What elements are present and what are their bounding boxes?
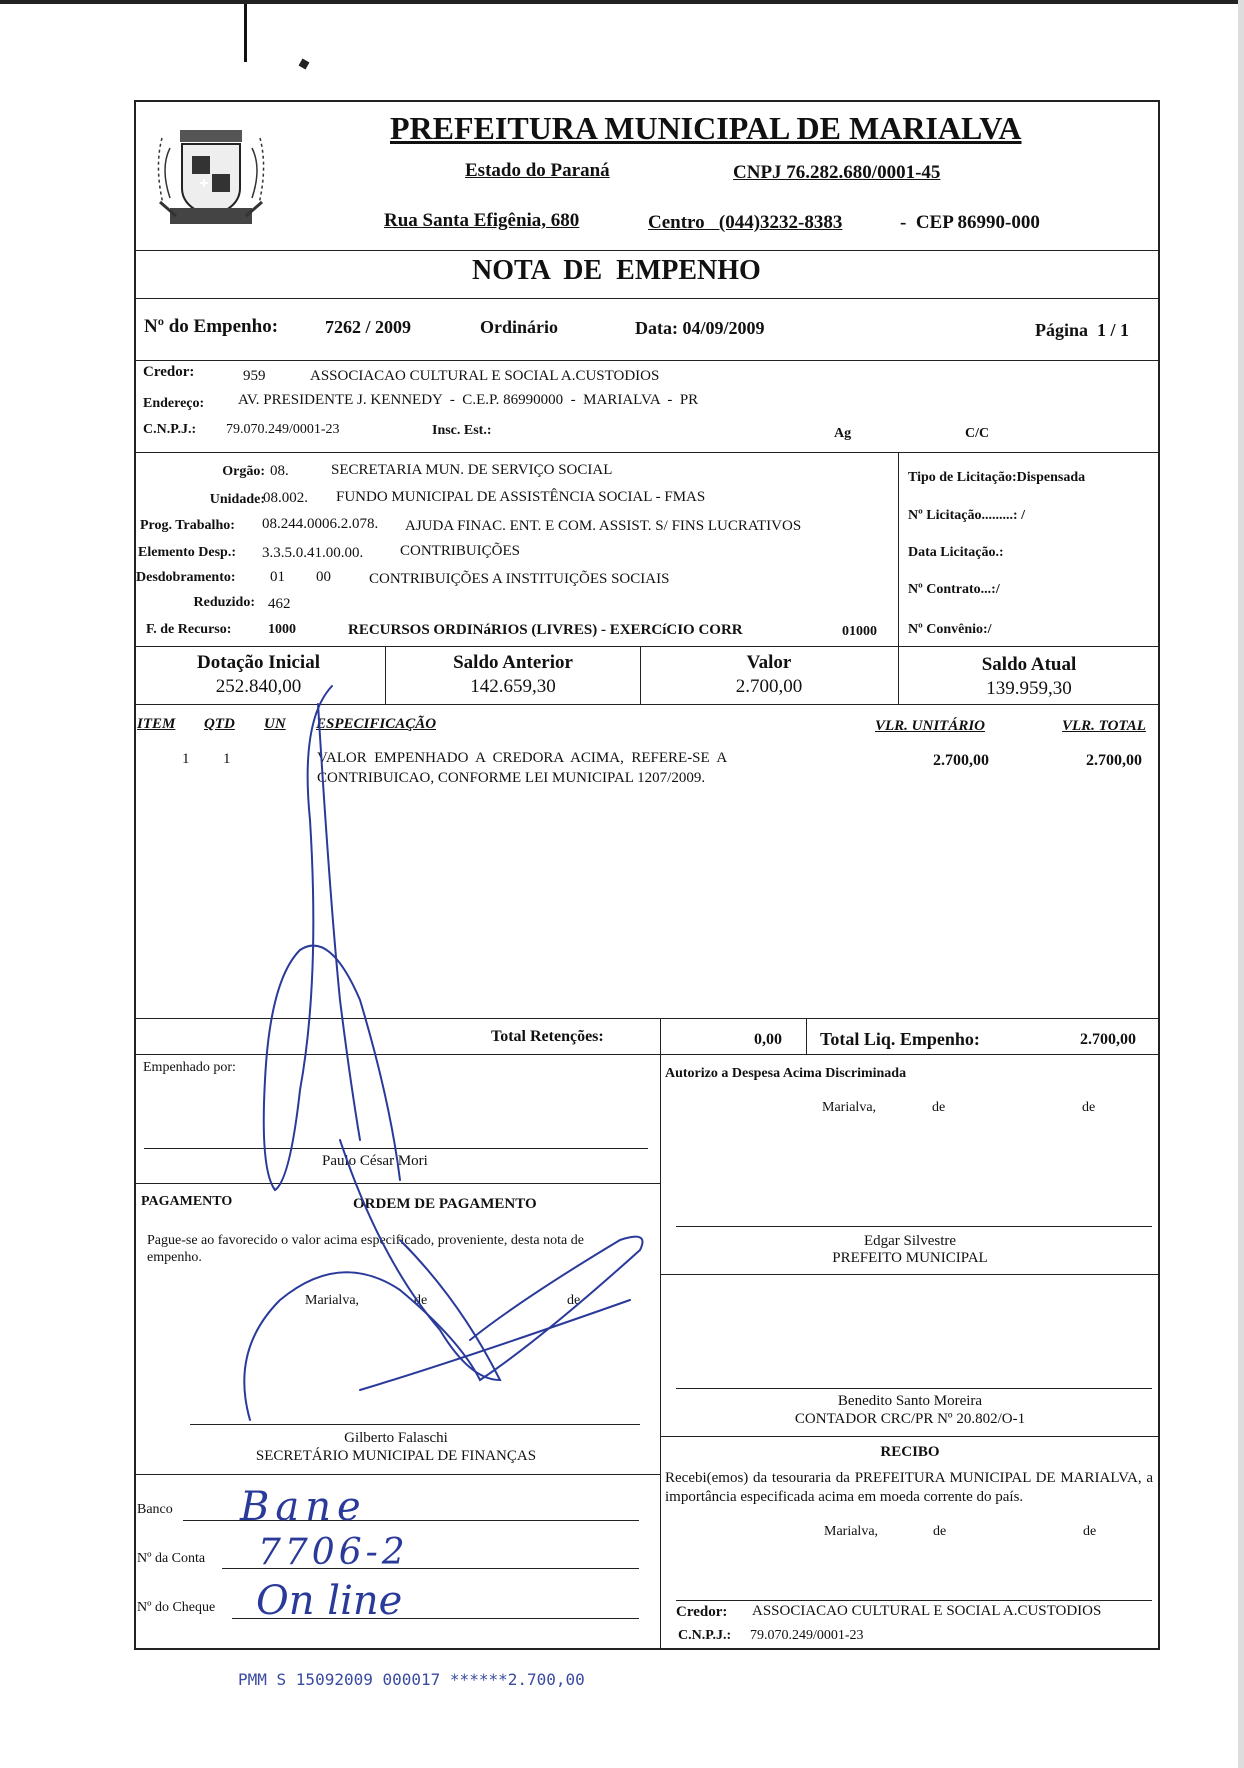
dotacao-label: Dotação Inicial [197, 652, 320, 673]
autorizo-city: Marialva, [822, 1100, 877, 1115]
prefeito-title: PREFEITO MUNICIPAL [832, 1250, 988, 1266]
pagamento-de-2: de [567, 1293, 581, 1308]
item-total-value: 2.700,00 [1086, 752, 1142, 769]
item-unit-value: 2.700,00 [933, 752, 989, 769]
prefeito-name: Edgar Silvestre [863, 1233, 957, 1249]
saldo-atual-label: Saldo Atual [981, 654, 1077, 675]
col-vlr-total: VLR. TOTAL [1062, 718, 1146, 734]
credor-label: Credor: [143, 364, 195, 380]
payment-stamp: PMM S 15092009 000017 ******2.700,00 [238, 1670, 585, 1689]
reduzido-label: Reduzido: [193, 595, 255, 610]
recurso-code-2: 01000 [842, 624, 877, 639]
document-title: NOTA DE EMPENHO [472, 255, 761, 286]
item-number: 1 [182, 751, 190, 767]
empenho-number-label: Nº do Empenho: [144, 316, 279, 337]
recibo-city: Marialva, [824, 1524, 879, 1539]
elemento-name: CONTRIBUIÇÕES [400, 543, 521, 559]
empenho-number: 7262 / 2009 [325, 317, 412, 337]
insc-est-label: Insc. Est.: [432, 423, 492, 438]
recibo-credor-label: Credor: [676, 1604, 728, 1620]
unidade-name: FUNDO MUNICIPAL DE ASSISTÊNCIA SOCIAL - FMAS [336, 489, 706, 505]
empenhado-por-name: Paulo César Mori [322, 1153, 428, 1169]
col-un: UN [264, 716, 286, 732]
orgao-code: 08. [270, 463, 289, 479]
header-street: Rua Santa Efigênia, 680 [384, 210, 580, 231]
banco-value[interactable]: Bane [240, 1484, 367, 1530]
secretario-title: SECRETÁRIO MUNICIPAL DE FINANÇAS [255, 1448, 537, 1464]
orgao-label: Orgão: [222, 464, 265, 479]
banco-label: Banco [137, 1502, 173, 1517]
pagamento-city: Marialva, [305, 1293, 360, 1308]
total-liq-value: 2.700,00 [1080, 1031, 1136, 1048]
desdobramento-code-2: 00 [316, 569, 331, 585]
autorizo-label: Autorizo a Despesa Acima Discriminada [665, 1066, 907, 1081]
conta-label: Nº da Conta [137, 1551, 206, 1566]
pagamento-label: PAGAMENTO [141, 1194, 233, 1209]
desdobramento-name: CONTRIBUIÇÕES A INSTITUIÇÕES SOCIAIS [369, 571, 670, 587]
recurso-label: F. de Recurso: [146, 622, 232, 637]
col-item: ITEM [137, 716, 176, 732]
header-district-phone: Centro (044)3232-8383 [648, 212, 843, 233]
licitacao-date: Data Licitação.: [908, 545, 1004, 560]
pagamento-de-1: de [414, 1293, 428, 1308]
total-retencoes-label: Total Retenções: [491, 1028, 604, 1045]
cnpj-label: C.N.P.J.: [143, 422, 197, 437]
unidade-label: Unidade: [209, 492, 265, 507]
col-especificacao: ESPECIFICAÇÃO [316, 716, 437, 732]
saldo-atual-value: 139.959,30 [986, 678, 1072, 699]
recibo-title: RECIBO [880, 1444, 940, 1460]
cc-label: C/C [965, 426, 990, 441]
desdobramento-code-1: 01 [270, 569, 285, 585]
empenho-type: Ordinário [480, 317, 559, 337]
recibo-cnpj: 79.070.249/0001-23 [750, 1628, 864, 1643]
autorizo-de-1: de [932, 1100, 946, 1115]
cheque-label: Nº do Cheque [137, 1600, 216, 1615]
credor-code: 959 [243, 368, 266, 384]
autorizo-de-2: de [1082, 1100, 1096, 1115]
contrato-number: Nº Contrato...:/ [908, 582, 1000, 597]
empenhado-por-label: Empenhado por: [143, 1060, 236, 1075]
elemento-label: Elemento Desp.: [138, 545, 236, 560]
recibo-text: Recebi(emos) da tesouraria da PREFEITURA MUNICIPAL DE MARIALVA, a importância especificada acima em moeda corrente do país. [665, 1470, 1153, 1505]
endereco-label: Endereço: [143, 396, 205, 411]
col-vlr-unitario: VLR. UNITÁRIO [875, 718, 986, 734]
empenho-date: Data: 04/09/2009 [635, 318, 765, 338]
unidade-code: 08.002. [263, 490, 308, 506]
credor-address: AV. PRESIDENTE J. KENNEDY - C.E.P. 86990000 - MARIALVA - PR [238, 392, 699, 408]
credor-cnpj: 79.070.249/0001-23 [226, 422, 340, 437]
recurso-code: 1000 [268, 622, 296, 637]
valor-label: Valor [746, 652, 792, 673]
prog-trabalho-name: AJUDA FINAC. ENT. E COM. ASSIST. S/ FINS LUCRATIVOS [405, 518, 802, 534]
cheque-value[interactable]: On line [256, 1578, 403, 1624]
recibo-credor-name: ASSOCIACAO CULTURAL E SOCIAL A.CUSTODIOS [752, 1603, 1102, 1619]
item-qtd: 1 [223, 751, 231, 767]
prog-trabalho-label: Prog. Trabalho: [140, 518, 235, 533]
credor-name: ASSOCIACAO CULTURAL E SOCIAL A.CUSTODIOS [310, 368, 660, 384]
conta-value[interactable]: 7706-2 [258, 1532, 409, 1573]
contador-name: Benedito Santo Moreira [837, 1393, 983, 1409]
header-cep: - CEP 86990-000 [900, 212, 1040, 233]
ag-label: Ag [834, 426, 852, 441]
total-liq-label: Total Liq. Empenho: [820, 1029, 980, 1049]
elemento-code: 3.3.5.0.41.00.00. [262, 545, 364, 561]
recurso-name: RECURSOS ORDINáRIOS (LIVRES) - EXERCíCIO CORR [348, 622, 743, 638]
reduzido-value: 462 [268, 596, 291, 612]
recibo-de-1: de [933, 1524, 947, 1539]
header-cnpj: CNPJ 76.282.680/0001-45 [733, 162, 941, 183]
prog-trabalho-code: 08.244.0006.2.078. [262, 516, 379, 532]
col-qtd: QTD [204, 716, 235, 732]
header-title: PREFEITURA MUNICIPAL DE MARIALVA [390, 110, 1022, 146]
pagamento-text: Pague-se ao favorecido o valor acima especificado, proveniente, desta nota de empenho. [147, 1233, 584, 1265]
recibo-cnpj-label: C.N.P.J.: [678, 1628, 732, 1643]
page-number: Página 1 / 1 [1035, 320, 1130, 340]
header-state: Estado do Paraná [465, 160, 610, 181]
item-description-line-1: VALOR EMPENHADO A CREDORA ACIMA, REFERE-SE A [317, 750, 728, 766]
recibo-de-2: de [1083, 1524, 1097, 1539]
ordem-pagamento-label: ORDEM DE PAGAMENTO [353, 1196, 537, 1212]
orgao-name: SECRETARIA MUN. DE SERVIÇO SOCIAL [331, 462, 613, 478]
contador-title: CONTADOR CRC/PR Nº 20.802/O-1 [794, 1411, 1026, 1427]
item-description-line-2: CONTRIBUICAO, CONFORME LEI MUNICIPAL 1207/2009. [317, 770, 706, 786]
valor-value: 2.700,00 [735, 676, 803, 697]
dotacao-value: 252.840,00 [215, 676, 302, 697]
tipo-licitacao: Tipo de Licitação:Dispensada [908, 470, 1086, 485]
saldo-anterior-label: Saldo Anterior [453, 652, 573, 673]
total-retencoes-value: 0,00 [754, 1031, 782, 1048]
convenio-number: Nº Convênio:/ [908, 622, 992, 637]
secretario-name: Gilberto Falaschi [344, 1430, 448, 1446]
saldo-anterior-value: 142.659,30 [470, 676, 556, 697]
desdobramento-label: Desdobramento: [136, 570, 236, 585]
licitacao-number: Nº Licitação.........: / [908, 508, 1025, 523]
